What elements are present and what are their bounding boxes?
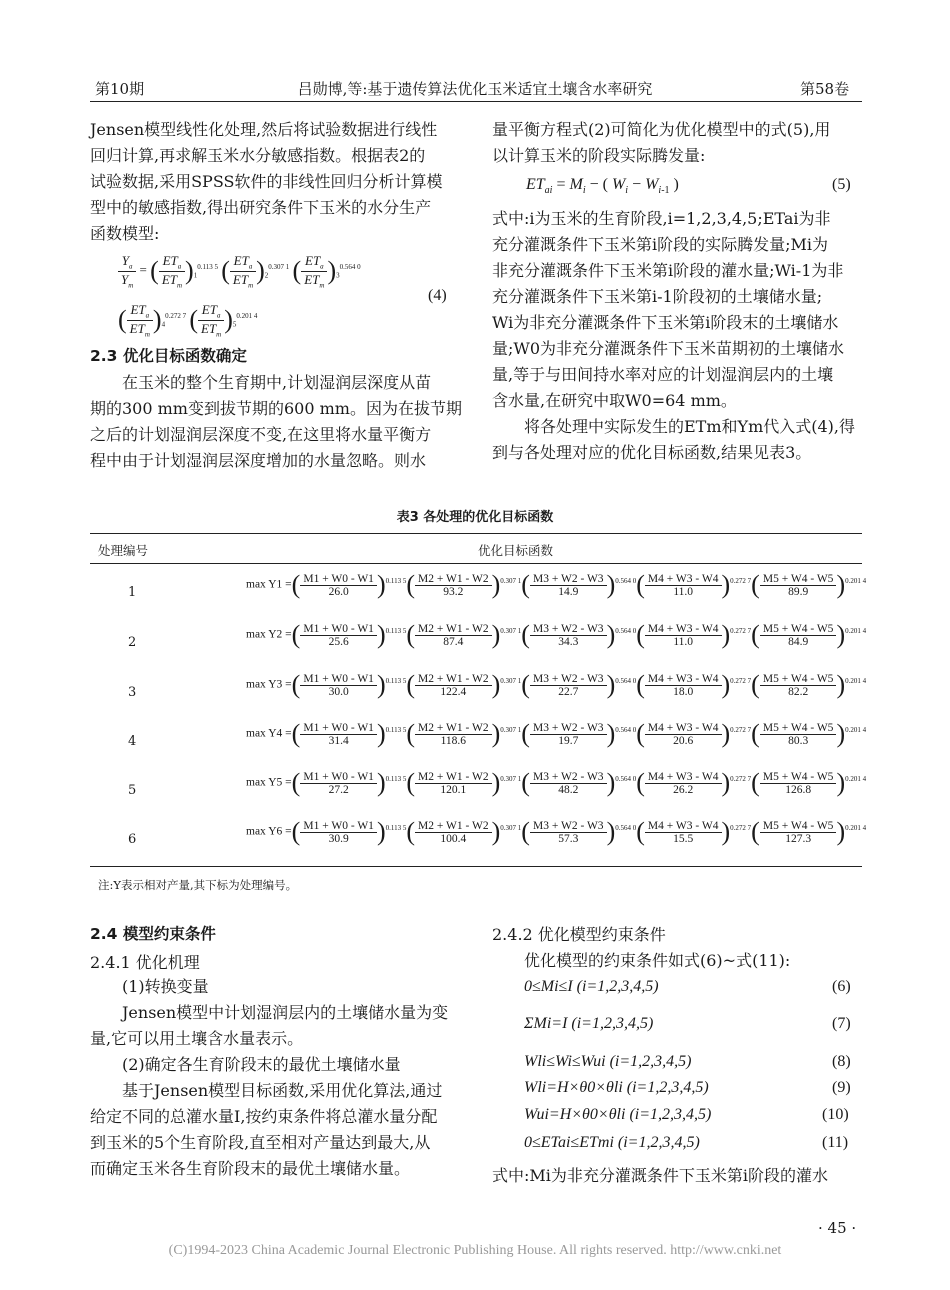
max-label: max Y2 = — [246, 628, 292, 641]
constraint-formula: Wli≤Wi≤Wui (i=1,2,3,4,5) — [524, 1053, 692, 1070]
fraction-numerator: M4 + W3 - W4 — [645, 722, 722, 735]
stage-fraction — [300, 573, 377, 598]
text-line: 量,等于与田间持水率对应的计划湿润层内的土壤 — [492, 365, 834, 384]
table-header-rule — [90, 563, 862, 564]
text-line: (1)转换变量 — [122, 977, 209, 996]
stage-fraction — [300, 820, 377, 845]
running-title: 吕勋博,等:基于遗传算法优化玉米适宜土壤含水率研究 — [297, 80, 653, 98]
equation-4-line2: ( $\frac{ET_a}{ET_m}$ )$_4^{0.272 7}$ ( $\frac{ET_a}{ET_m}$ )$_5^{0.201 4}$ — [118, 302, 258, 339]
table-bottom-rule — [90, 866, 862, 867]
text-line: 将各处理中实际发生的ETm和Ym代入式(4),得 — [524, 417, 856, 436]
text-line: 给定不同的总灌水量I,按约束条件将总灌水量分配 — [90, 1107, 438, 1126]
stage-fraction — [530, 722, 607, 747]
stage-fraction — [415, 573, 492, 598]
fraction-numerator: M2 + W1 - W2 — [415, 573, 492, 586]
fraction-numerator: M2 + W1 - W2 — [415, 722, 492, 735]
fraction-denominator: 14.9 — [558, 585, 579, 598]
fraction-denominator: 48.2 — [558, 783, 579, 796]
fraction-numerator: M5 + W4 - W5 — [760, 573, 837, 586]
fraction-denominator: 57.3 — [558, 832, 579, 845]
fraction-denominator: 22.7 — [558, 685, 579, 698]
stage-fraction — [530, 573, 607, 598]
text-line: 回归计算,再求解玉米水分敏感指数。根据表2的 — [90, 146, 426, 165]
table-row-id: 1 — [128, 585, 137, 600]
exponent: 0.201 4 — [845, 823, 867, 832]
exponent: 0.307 1 — [500, 676, 522, 685]
fraction-numerator: M4 + W3 - W4 — [645, 771, 722, 784]
fraction-numerator: M3 + W2 - W3 — [530, 623, 607, 636]
fraction-denominator: 30.9 — [328, 832, 349, 845]
text-line: 充分灌溉条件下玉米第i-1阶段初的土壤储水量; — [492, 287, 823, 306]
exponent: 0.113 5 — [385, 823, 407, 832]
fraction-denominator: 84.9 — [788, 635, 809, 648]
equation-4-number: (4) — [428, 287, 447, 304]
stage-fraction — [300, 722, 377, 747]
fraction-numerator: M4 + W3 - W4 — [645, 573, 722, 586]
header-rule — [90, 101, 862, 102]
section-2-4-1-body — [90, 974, 466, 1182]
max-label: max Y6 = — [246, 825, 292, 838]
stage-fraction — [530, 623, 607, 648]
objective-function: max Y6 =( $\frac{M1 + W0 - W1}{30.9}$ )$^{0.113 5}$( $\frac{M2 + W1 - W2}{100.4}$ )$^{0.307 1}$( $\frac{M3 + W2 - W3}{57.3}$ )$^{0.564 0}$( $\frac{M4 + W3 - W4}{15.5}$ )$^{0.272 7}$( $\frac{M5 + W4 - W5}{127.3}$ )$^{0.201 4}$ — [246, 817, 867, 846]
stage-fraction — [760, 573, 837, 598]
exponent: 0.307 1 — [500, 626, 522, 635]
stage-fraction — [760, 722, 837, 747]
stage-fraction — [760, 771, 837, 796]
text-line: 之后的计划湿润层深度不变,在这里将水量平衡方 — [90, 425, 432, 444]
constraints-intro: 优化模型的约束条件如式(6)~式(11): — [524, 951, 791, 970]
stage-subscript: 3 — [336, 271, 340, 280]
stage-fraction — [645, 623, 722, 648]
equation-number: (7) — [832, 1015, 851, 1032]
objective-function: max Y2 =( $\frac{M1 + W0 - W1}{25.6}$ )$^{0.113 5}$( $\frac{M2 + W1 - W2}{87.4}$ )$^{0.307 1}$( $\frac{M3 + W2 - W3}{34.3}$ )$^{0.564 0}$( $\frac{M4 + W3 - W4}{11.0}$ )$^{0.272 7}$( $\frac{M5 + W4 - W5}{84.9}$ )$^{0.201 4}$ — [246, 620, 867, 649]
stage-fraction — [645, 722, 722, 747]
table-note: 注:Y表示相对产量,其下标为处理编号。 — [98, 878, 298, 892]
stage-fraction — [530, 820, 607, 845]
fraction-denominator: 82.2 — [788, 685, 809, 698]
exponent: 0.564 0 — [339, 262, 361, 271]
fraction-numerator: M5 + W4 - W5 — [760, 673, 837, 686]
fraction-denominator: 80.3 — [788, 734, 809, 747]
text-line: 而确定玉米各生育阶段末的最优土壤储水量。 — [90, 1159, 411, 1178]
stage-fraction — [760, 820, 837, 845]
fraction-numerator: M1 + W0 - W1 — [300, 573, 377, 586]
fraction-denominator: 26.2 — [673, 783, 694, 796]
exponent: 0.272 7 — [165, 311, 187, 320]
fraction-denominator: 25.6 — [328, 635, 349, 648]
table-header-id: 处理编号 — [98, 543, 149, 558]
stage-fraction — [760, 623, 837, 648]
fraction-numerator: M3 + W2 - W3 — [530, 722, 607, 735]
left-intro — [90, 117, 465, 247]
constraint-formula: Wli=H×θ0×θli (i=1,2,3,4,5) — [524, 1079, 709, 1096]
table-row-id: 4 — [128, 734, 137, 749]
table-row-id: 2 — [128, 635, 137, 650]
stage-fraction — [645, 673, 722, 698]
fraction-denominator: 89.9 — [788, 585, 809, 598]
stage-fraction — [415, 623, 492, 648]
fraction-numerator: M4 + W3 - W4 — [645, 820, 722, 833]
exponent: 0.272 7 — [730, 774, 752, 783]
fraction-numerator: M4 + W3 - W4 — [645, 673, 722, 686]
fraction-numerator: M5 + W4 - W5 — [760, 623, 837, 636]
exponent: 0.113 5 — [385, 576, 407, 585]
exponent: 0.564 0 — [615, 823, 637, 832]
ratio-eta-etm: $\frac{ET_a}{ET_m}$ — [127, 302, 153, 338]
fraction-numerator: M2 + W1 - W2 — [415, 820, 492, 833]
ratio-eta-etm: $\frac{ET_a}{ET_m}$ — [159, 253, 185, 289]
max-label: max Y5 = — [246, 776, 292, 789]
stage-fraction — [300, 771, 377, 796]
table-title: 表3 各处理的优化目标函数 — [396, 510, 554, 525]
volume-number: 第58卷 — [800, 80, 850, 98]
stage-fraction — [415, 722, 492, 747]
stage-subscript: 2 — [264, 271, 269, 280]
text-line: Jensen模型线性化处理,然后将试验数据进行线性 — [90, 120, 438, 139]
stage-fraction — [645, 573, 722, 598]
ratio-eta-etm: $\frac{ET_a}{ET_m}$ — [198, 302, 224, 338]
stage-fraction — [415, 820, 492, 845]
fraction-denominator: 27.2 — [328, 783, 349, 796]
objective-function: max Y3 =( $\frac{M1 + W0 - W1}{30.0}$ )$^{0.113 5}$( $\frac{M2 + W1 - W2}{122.4}$ )$^{0.307 1}$( $\frac{M3 + W2 - W3}{22.7}$ )$^{0.564 0}$( $\frac{M4 + W3 - W4}{18.0}$ )$^{0.272 7}$( $\frac{M5 + W4 - W5}{82.2}$ )$^{0.201 4}$ — [246, 670, 867, 699]
equation-number: (11) — [822, 1134, 849, 1151]
section-2-3-body — [90, 370, 465, 474]
right-definitions — [492, 206, 864, 466]
section-2-4-title: 2.4 模型约束条件 — [90, 925, 216, 943]
text-line: 基于Jensen模型目标函数,采用优化算法,通过 — [122, 1081, 443, 1100]
equation-5: $ET_{ai} = M_i$ − ( $W_i - W_{i-1}$ ) — [526, 176, 679, 197]
fraction-denominator: 20.6 — [673, 734, 694, 747]
equation-5-number: (5) — [832, 176, 851, 193]
fraction-denominator: 31.4 — [328, 734, 349, 747]
exponent: 0.201 4 — [845, 774, 867, 783]
text-line: 充分灌溉条件下玉米第i阶段的实际腾发量;Mi为 — [492, 235, 829, 254]
fraction-denominator: 120.1 — [440, 783, 467, 796]
stage-fraction — [300, 623, 377, 648]
exponent: 0.307 1 — [268, 262, 290, 271]
text-line: 式中:i为玉米的生育阶段,i=1,2,3,4,5;ETai为非 — [492, 209, 831, 228]
fraction-denominator: 26.0 — [328, 585, 349, 598]
stage-subscript: 1 — [193, 271, 198, 280]
exponent: 0.307 1 — [500, 576, 522, 585]
fraction-numerator: M5 + W4 - W5 — [760, 722, 837, 735]
fraction-denominator: 11.0 — [673, 585, 694, 598]
fraction-denominator: 87.4 — [443, 635, 464, 648]
fraction-numerator: M1 + W0 - W1 — [300, 722, 377, 735]
fraction-denominator: 19.7 — [558, 734, 579, 747]
text-line: 到玉米的5个生育阶段,直至相对产量达到最大,从 — [90, 1133, 431, 1152]
exponent: 0.564 0 — [615, 725, 637, 734]
exponent: 0.564 0 — [615, 676, 637, 685]
stage-fraction — [415, 771, 492, 796]
table-row-id: 5 — [128, 783, 137, 798]
fraction-denominator: 100.4 — [440, 832, 467, 845]
text-line: 程中由于计划湿润层深度增加的水量忽略。则水 — [90, 451, 427, 470]
equation-number: (6) — [832, 978, 851, 995]
fraction-denominator: 34.3 — [558, 635, 579, 648]
stage-fraction — [645, 771, 722, 796]
text-line: (2)确定各生育阶段末的最优土壤储水量 — [122, 1055, 401, 1074]
constraint-formula: ΣMi=I (i=1,2,3,4,5) — [524, 1015, 654, 1032]
issue-number: 第10期 — [95, 80, 145, 98]
exponent: 0.272 7 — [730, 725, 752, 734]
table-row-id: 3 — [128, 685, 137, 700]
exponent: 0.272 7 — [730, 626, 752, 635]
constraint-formula: 0≤Mi≤I (i=1,2,3,4,5) — [524, 978, 659, 995]
ratio-eta-etm: $\frac{ET_a}{ET_m}$ — [230, 253, 256, 289]
text-line: 函数模型: — [90, 224, 160, 243]
copyright-footer: (C)1994-2023 China Academic Journal Electronic Publishing House. All rights reserved. http://www.cnki.net — [168, 1243, 782, 1258]
fraction-numerator: M1 + W0 - W1 — [300, 673, 377, 686]
table-top-rule — [90, 533, 862, 534]
fraction-denominator: 93.2 — [443, 585, 464, 598]
exponent: 0.113 5 — [385, 626, 407, 635]
exponent: 0.113 5 — [385, 676, 407, 685]
ratio-eta-etm: $\frac{ET_a}{ET_m}$ — [301, 253, 327, 289]
exponent: 0.113 5 — [385, 725, 407, 734]
exponent: 0.201 4 — [845, 576, 867, 585]
constraints-definition: 式中:Mi为非充分灌溉条件下玉米第i阶段的灌水 — [492, 1166, 829, 1185]
text-line: 含水量,在研究中取W0=64 mm。 — [492, 391, 737, 410]
text-line: 在玉米的整个生育期中,计划湿润层深度从苗 — [122, 373, 432, 392]
exponent: 0.113 5 — [197, 262, 218, 271]
fraction-numerator: M3 + W2 - W3 — [530, 673, 607, 686]
text-line: Wi为非充分灌溉条件下玉米第i阶段末的土壤储水 — [492, 313, 839, 332]
ratio-ya-ym: $\frac{Y_a}{Y_m}$ — [118, 253, 136, 289]
constraint-formula: 0≤ETai≤ETmi (i=1,2,3,4,5) — [524, 1134, 700, 1151]
text-line: 非充分灌溉条件下玉米第i阶段的灌水量;Wi-1为非 — [492, 261, 844, 280]
fraction-numerator: M2 + W1 - W2 — [415, 771, 492, 784]
fraction-numerator: M1 + W0 - W1 — [300, 771, 377, 784]
fraction-numerator: M1 + W0 - W1 — [300, 820, 377, 833]
stage-fraction — [530, 673, 607, 698]
objective-function: max Y4 =( $\frac{M1 + W0 - W1}{31.4}$ )$^{0.113 5}$( $\frac{M2 + W1 - W2}{118.6}$ )$^{0.307 1}$( $\frac{M3 + W2 - W3}{19.7}$ )$^{0.564 0}$( $\frac{M4 + W3 - W4}{20.6}$ )$^{0.272 7}$( $\frac{M5 + W4 - W5}{80.3}$ )$^{0.201 4}$ — [246, 719, 867, 748]
text-line: Jensen模型中计划湿润层内的土壤储水量为变 — [122, 1003, 449, 1022]
fraction-numerator: M4 + W3 - W4 — [645, 623, 722, 636]
exponent: 0.564 0 — [615, 626, 637, 635]
exponent: 0.201 4 — [845, 725, 867, 734]
text-line: 以计算玉米的阶段实际腾发量: — [492, 146, 706, 165]
fraction-denominator: 15.5 — [673, 832, 694, 845]
text-line: 到与各处理对应的优化目标函数,结果见表3。 — [492, 443, 812, 462]
fraction-numerator: M3 + W2 - W3 — [530, 573, 607, 586]
fraction-denominator: 126.8 — [785, 783, 812, 796]
fraction-numerator: M5 + W4 - W5 — [760, 771, 837, 784]
section-2-4-1-title: 2.4.1 优化机理 — [90, 953, 200, 972]
text-line: 型中的敏感指数,得出研究条件下玉米的水分生产 — [90, 198, 432, 217]
stage-fraction — [300, 673, 377, 698]
table-row-id: 6 — [128, 832, 137, 847]
stage-fraction — [760, 673, 837, 698]
fraction-denominator: 122.4 — [440, 685, 467, 698]
equation-number: (10) — [822, 1106, 849, 1123]
max-label: max Y3 = — [246, 678, 292, 691]
text-line: 期的300 mm变到拔节期的600 mm。因为在拔节期 — [90, 399, 462, 418]
equation-4-line1: $\frac{Y_a}{Y_m}$ = ( $\frac{ET_a}{ET_m}$ )$_1^{0.113 5}$ ( $\frac{ET_a}{ET_m}$ )$_2^{0.307 1}$ ( $\frac{ET_a}{ET_m}$ )$_3^{0.564 0}$ — [118, 253, 361, 289]
exponent: 0.272 7 — [730, 576, 752, 585]
exponent: 0.307 1 — [500, 725, 522, 734]
exponent: 0.201 4 — [236, 311, 258, 320]
constraint-formula: Wui=H×θ0×θli (i=1,2,3,4,5) — [524, 1106, 712, 1123]
stage-fraction — [530, 771, 607, 796]
max-label: max Y1 = — [246, 578, 292, 591]
equation-number: (9) — [832, 1079, 851, 1096]
fraction-numerator: M3 + W2 - W3 — [530, 771, 607, 784]
stage-fraction — [645, 820, 722, 845]
fraction-numerator: M1 + W0 - W1 — [300, 623, 377, 636]
right-intro — [492, 117, 862, 169]
exponent: 0.564 0 — [615, 774, 637, 783]
fraction-numerator: M2 + W1 - W2 — [415, 673, 492, 686]
fraction-denominator: 30.0 — [328, 685, 349, 698]
exponent: 0.201 4 — [845, 626, 867, 635]
exponent: 0.564 0 — [615, 576, 637, 585]
fraction-numerator: M2 + W1 - W2 — [415, 623, 492, 636]
exponent: 0.272 7 — [730, 823, 752, 832]
stage-fraction — [415, 673, 492, 698]
fraction-denominator: 118.6 — [440, 734, 467, 747]
text-line: 量平衡方程式(2)可简化为优化模型中的式(5),用 — [492, 120, 831, 139]
stage-subscript: 4 — [161, 320, 166, 329]
objective-function: max Y5 =( $\frac{M1 + W0 - W1}{27.2}$ )$^{0.113 5}$( $\frac{M2 + W1 - W2}{120.1}$ )$^{0.307 1}$( $\frac{M3 + W2 - W3}{48.2}$ )$^{0.564 0}$( $\frac{M4 + W3 - W4}{26.2}$ )$^{0.272 7}$( $\frac{M5 + W4 - W5}{126.8}$ )$^{0.201 4}$ — [246, 768, 867, 797]
max-label: max Y4 = — [246, 727, 292, 740]
fraction-denominator: 127.3 — [785, 832, 812, 845]
fraction-numerator: M5 + W4 - W5 — [760, 820, 837, 833]
objective-function: max Y1 =( $\frac{M1 + W0 - W1}{26.0}$ )$^{0.113 5}$( $\frac{M2 + W1 - W2}{93.2}$ )$^{0.307 1}$( $\frac{M3 + W2 - W3}{14.9}$ )$^{0.564 0}$( $\frac{M4 + W3 - W4}{11.0}$ )$^{0.272 7}$( $\frac{M5 + W4 - W5}{89.9}$ )$^{0.201 4}$ — [246, 570, 867, 599]
text-line: 量,它可以用土壤含水量表示。 — [90, 1029, 304, 1048]
equation-number: (8) — [832, 1053, 851, 1070]
exponent: 0.113 5 — [385, 774, 407, 783]
section-2-4-2-title: 2.4.2 优化模型约束条件 — [492, 925, 666, 944]
exponent: 0.307 1 — [500, 774, 522, 783]
exponent: 0.272 7 — [730, 676, 752, 685]
fraction-denominator: 11.0 — [673, 635, 694, 648]
text-line: 量;W0为非充分灌溉条件下玉米苗期初的土壤储水 — [492, 339, 845, 358]
text-line: 试验数据,采用SPSS软件的非线性回归分析计算模 — [90, 172, 443, 191]
exponent: 0.307 1 — [500, 823, 522, 832]
fraction-numerator: M3 + W2 - W3 — [530, 820, 607, 833]
table-header-function: 优化目标函数 — [478, 543, 554, 558]
exponent: 0.201 4 — [845, 676, 867, 685]
section-2-3-title: 2.3 优化目标函数确定 — [90, 347, 247, 365]
stage-subscript: 5 — [232, 320, 237, 329]
fraction-denominator: 18.0 — [673, 685, 694, 698]
page-number: · 45 · — [818, 1219, 857, 1237]
